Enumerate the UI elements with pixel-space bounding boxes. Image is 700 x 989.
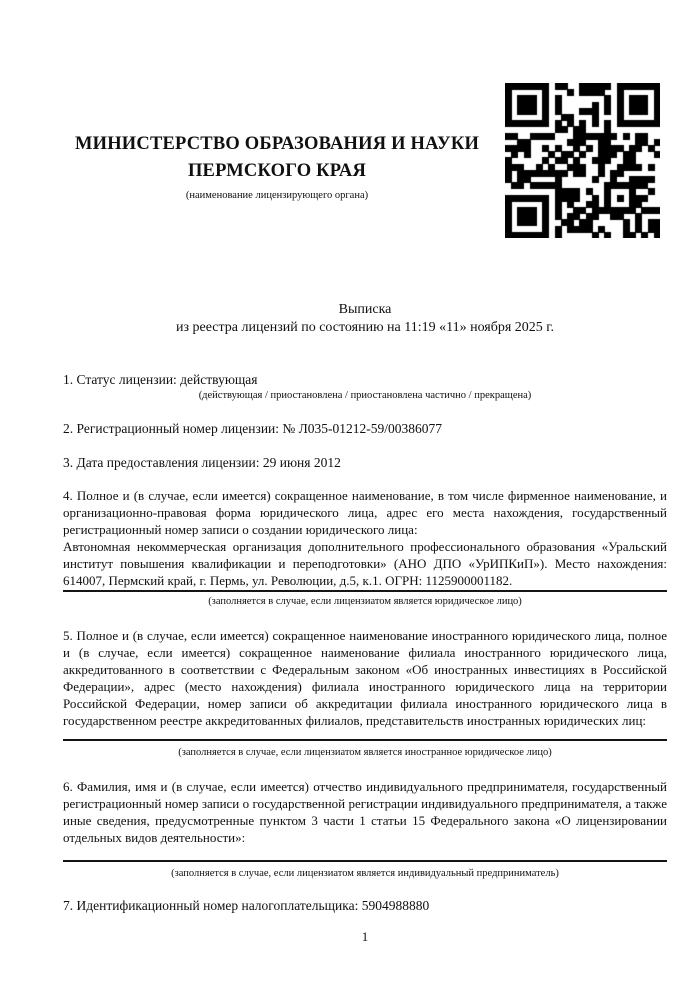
item-3-license-date: 3. Дата предоставления лицензии: 29 июня 2012 bbox=[63, 455, 341, 470]
item-4-value: Автономная некоммерческая организация дополнительного профессионального образования «Уральский институт повышения квалификации и переподготовки» (АНО ДПО «УрИПКиП»). Место нахождения: 614007, Пермский край, г. Пермь, ул. Революции, д.5, к.1. ОГРН: 1125900001182. bbox=[63, 539, 667, 588]
page-number: 1 bbox=[361, 929, 369, 944]
document-date-line: из реестра лицензий по состоянию на 11:19 «11» ноября 2025 г. bbox=[176, 319, 554, 335]
fill-line-legal-entity bbox=[63, 590, 667, 592]
fill-line-individual-entrepreneur bbox=[63, 860, 667, 862]
item-7-taxpayer-number: 7. Идентификационный номер налогоплательщика: 5904988880 bbox=[63, 898, 430, 913]
ministry-name bbox=[63, 131, 491, 185]
qr-code-icon bbox=[505, 83, 660, 238]
header bbox=[63, 131, 491, 201]
item-4-legal-entity bbox=[63, 487, 667, 589]
ministry-name-line1: МИНИСТЕРСТВО ОБРАЗОВАНИЯ И НАУКИ bbox=[74, 134, 480, 154]
item-5-caption: (заполняется в случае, если лицензиатом является иностранное юридическое лицо) bbox=[178, 747, 552, 758]
fill-line-foreign-entity bbox=[63, 739, 667, 741]
ministry-caption: (наименование лицензирующего органа) bbox=[185, 190, 369, 201]
item-1-caption: (действующая / приостановлена / приостановлена частично / прекращена) bbox=[198, 390, 532, 401]
item-1-license-status: 1. Статус лицензии: действующая bbox=[63, 372, 258, 387]
item-6-caption: (заполняется в случае, если лицензиатом является индивидуальный предприниматель) bbox=[171, 868, 559, 879]
ministry-name-line2: ПЕРМСКОГО КРАЯ bbox=[187, 161, 367, 181]
item-2-registration-number: 2. Регистрационный номер лицензии: № Л035-01212-59/00386077 bbox=[63, 421, 443, 436]
document-title: Выписка bbox=[338, 302, 392, 317]
item-4-text: 4. Полное и (в случае, если имеется) сокращенное наименование, в том числе фирменное наименование, и организационно-правовая форма юридического лица, адрес его места нахождения, государственный регистрационный номер записи о создании юридического лица: bbox=[63, 488, 667, 537]
item-5-foreign-entity: 5. Полное и (в случае, если имеется) сокращенное наименование иностранного юридического лица, полное и (в случае, если имеется) сокращенное наименование филиала иностранного юридического лица, аккредитованного в соответствии с Федеральным законом «Об иностранных инвестициях в Российской Федерации», адрес (место нахождения) филиала иностранного юридического лица на территории Российской Федерации, номер записи об аккредитации филиала иностранного юридического лица в государственном реестре аккредитованных филиалов, представительств иностранных юридических лиц: bbox=[63, 628, 667, 728]
document-title-block bbox=[63, 301, 667, 336]
item-4-caption: (заполняется в случае, если лицензиатом является юридическое лицо) bbox=[208, 596, 522, 607]
item-6-individual-entrepreneur: 6. Фамилия, имя и (в случае, если имеется) отчество индивидуального предпринимателя, государственный регистрационный номер записи о государственной регистрации индивидуального предпринимателя, а также иные сведения, предусмотренные пунктом 3 части 1 статьи 15 Федерального закона «О лицензировании отдельных видов деятельности»: bbox=[63, 779, 667, 845]
